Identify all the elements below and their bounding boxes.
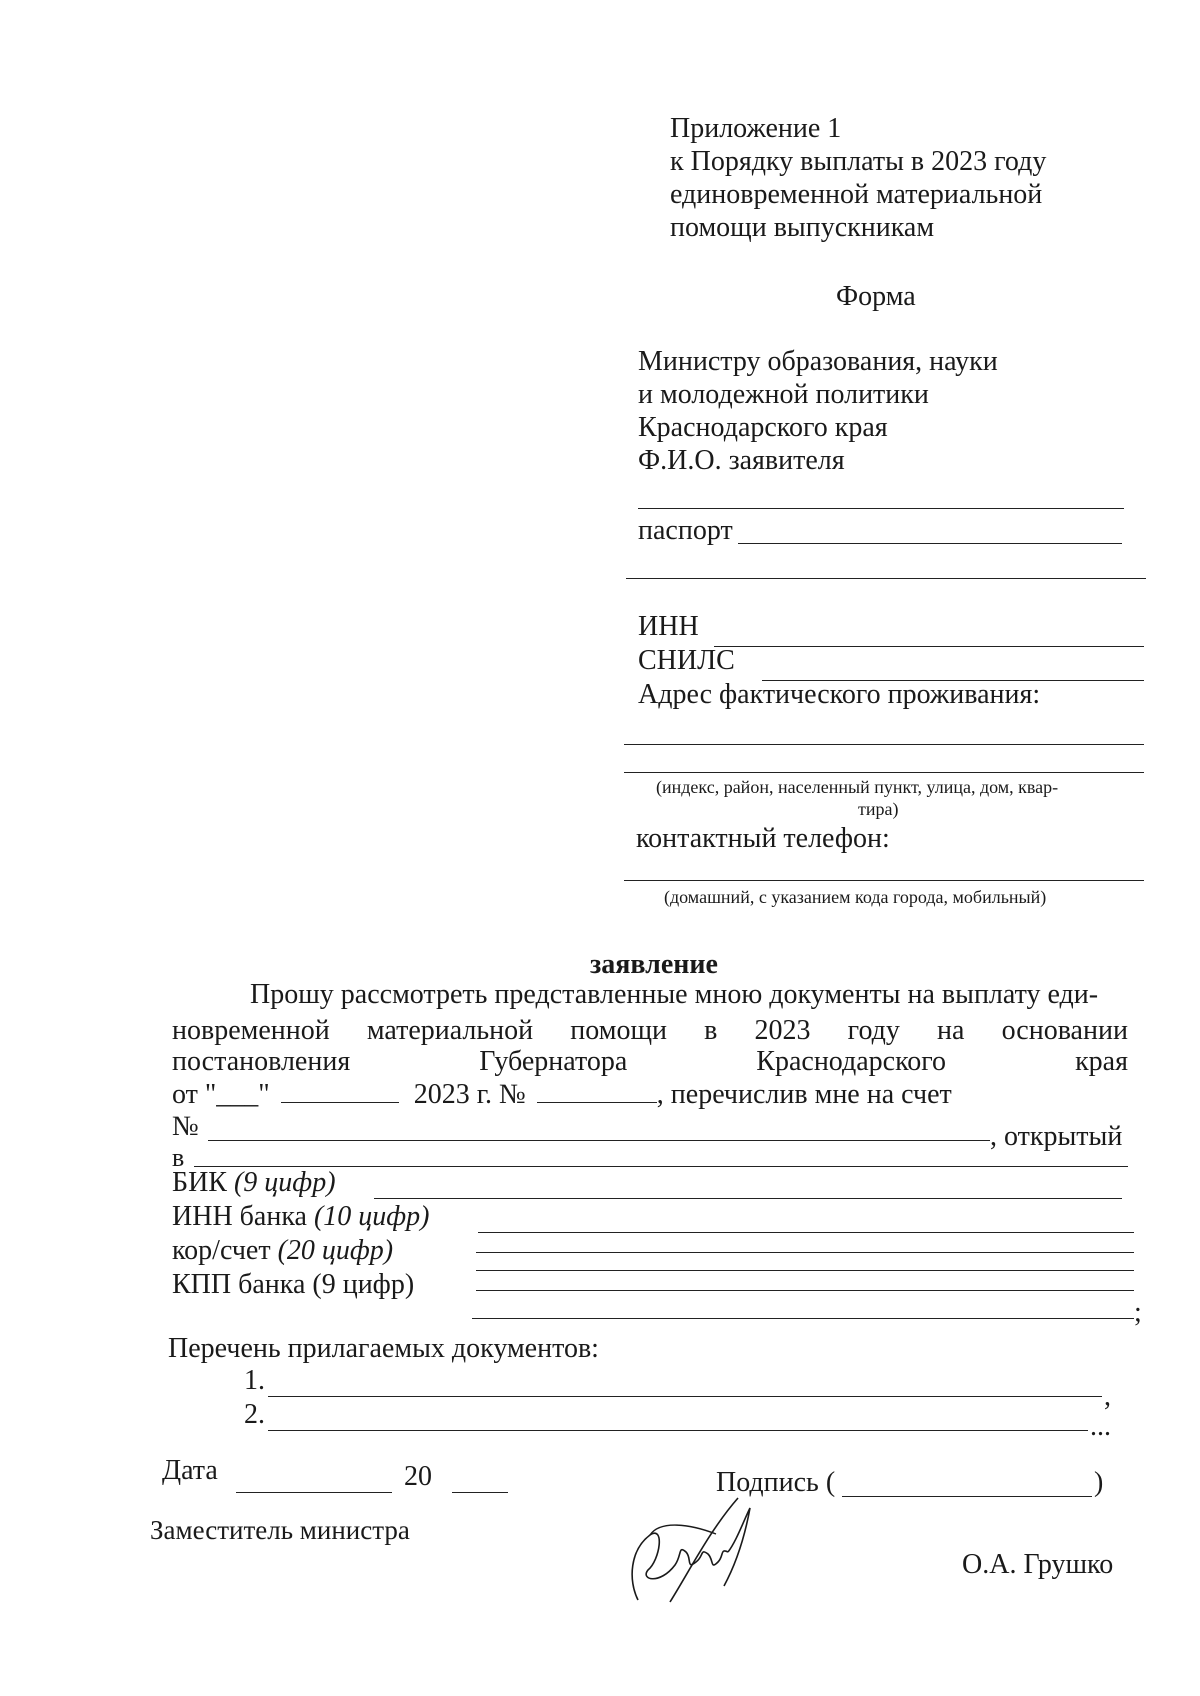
appendix-line-3: единовременной материальной [670, 179, 1043, 210]
signature-field[interactable] [842, 1496, 1092, 1497]
corr-account-field-1[interactable] [476, 1252, 1134, 1253]
address-label: Адрес фактического проживания: [638, 679, 1041, 710]
corr-account-hint: (20 цифр) [277, 1235, 394, 1266]
document-item-2-field[interactable] [268, 1430, 1088, 1431]
kpp-field-2[interactable] [472, 1318, 1134, 1319]
address-hint-1: (индекс, район, населенный пункт, улица, дом, квар- [656, 777, 1059, 797]
month-field[interactable] [281, 1102, 399, 1103]
word: помощи [570, 1015, 667, 1046]
account-number-label: № [172, 1111, 199, 1142]
statement-heading: заявление [590, 949, 718, 980]
bank-end-mark: ; [1134, 1297, 1142, 1328]
document-item-1-number: 1. [244, 1365, 265, 1396]
word: новременной [172, 1015, 330, 1046]
kpp-field-1[interactable] [476, 1290, 1134, 1291]
inn-label: ИНН [638, 611, 699, 642]
corr-account-label-row [172, 1234, 393, 1268]
bik-label: БИК [172, 1167, 227, 1198]
bik-hint: (9 цифр) [233, 1167, 336, 1198]
statement-line-1: Прошу рассмотреть представленные мною документы на выплату еди- [250, 979, 1099, 1010]
year-field[interactable] [452, 1492, 508, 1493]
applicant-name-label: Ф.И.О. заявителя [638, 445, 845, 476]
word: постановления [172, 1046, 351, 1077]
bik-label-row [172, 1166, 336, 1200]
bank-in-label: в [172, 1143, 185, 1172]
word: году [847, 1015, 900, 1046]
address-hint-2: тира) [858, 799, 899, 819]
phone-field[interactable] [624, 880, 1144, 881]
bank-inn-label-row [172, 1200, 429, 1234]
word: 2023 [754, 1015, 811, 1046]
form-label: Форма [836, 281, 916, 312]
decree-year: 2023 г. № [413, 1079, 526, 1110]
signature-label: Подпись ( [716, 1467, 836, 1498]
date-prefix: от " [172, 1079, 217, 1110]
bank-inn-label: ИНН банка [172, 1201, 307, 1232]
transfer-text: , перечислив мне на счет [656, 1079, 952, 1110]
document-list-ellipsis: ... [1090, 1411, 1111, 1442]
date-label: Дата [162, 1455, 218, 1486]
addressee-line-2: и молодежной политики [638, 379, 929, 410]
passport-label: паспорт [638, 515, 733, 546]
bik-field[interactable] [374, 1198, 1122, 1199]
account-opened-text: , открытый [990, 1121, 1123, 1152]
document-item-1-comma: , [1104, 1381, 1111, 1412]
address-field-1[interactable] [624, 744, 1144, 745]
bank-inn-field[interactable] [478, 1232, 1134, 1233]
appendix-line-1: Приложение 1 [670, 113, 842, 144]
day-blank[interactable]: ___ [216, 1079, 259, 1110]
year-prefix: 20 [404, 1461, 432, 1492]
addressee-line-1: Министру образования, науки [638, 346, 998, 377]
statement-date-line [172, 1078, 952, 1112]
bank-inn-hint: (10 цифр) [313, 1201, 430, 1232]
corr-account-field-2[interactable] [476, 1270, 1134, 1271]
statement-line-2 [172, 1014, 1128, 1048]
word: Краснодарского [756, 1046, 947, 1077]
document-item-1-field[interactable] [268, 1396, 1102, 1397]
applicant-name-field[interactable] [638, 508, 1124, 509]
phone-label: контактный телефон: [636, 823, 890, 854]
official-name: О.А. Грушко [962, 1549, 1114, 1580]
word: основании [1001, 1015, 1128, 1046]
signature-close: ) [1094, 1467, 1104, 1498]
appendix-line-2: к Порядку выплаты в 2023 году [670, 146, 1047, 177]
snils-label: СНИЛС [638, 645, 735, 676]
address-field-2[interactable] [624, 772, 1144, 773]
document-item-2-number: 2. [244, 1399, 265, 1430]
handwritten-signature [620, 1490, 760, 1610]
word: в [704, 1015, 718, 1046]
word: на [937, 1015, 965, 1046]
passport-field[interactable] [738, 543, 1122, 544]
documents-title: Перечень прилагаемых документов: [168, 1333, 599, 1364]
addressee-line-3: Краснодарского края [638, 412, 888, 443]
kpp-label: КПП банка (9 цифр) [172, 1269, 415, 1300]
inn-field[interactable] [714, 646, 1144, 647]
appendix-line-4: помощи выпускникам [670, 212, 935, 243]
date-quote: " [258, 1079, 270, 1110]
decree-number-field[interactable] [537, 1102, 657, 1103]
corr-account-label: кор/счет [172, 1235, 271, 1266]
date-field[interactable] [236, 1492, 392, 1493]
deputy-title: Заместитель министра [150, 1515, 410, 1545]
word: края [1075, 1046, 1128, 1077]
statement-line-3 [172, 1045, 1128, 1079]
account-number-field[interactable] [208, 1140, 990, 1141]
phone-hint: (домашний, с указанием кода города, мобильный) [664, 887, 1047, 907]
word: материальной [366, 1015, 534, 1046]
passport-field-continued[interactable] [626, 578, 1146, 579]
word: Губернатора [479, 1046, 628, 1077]
